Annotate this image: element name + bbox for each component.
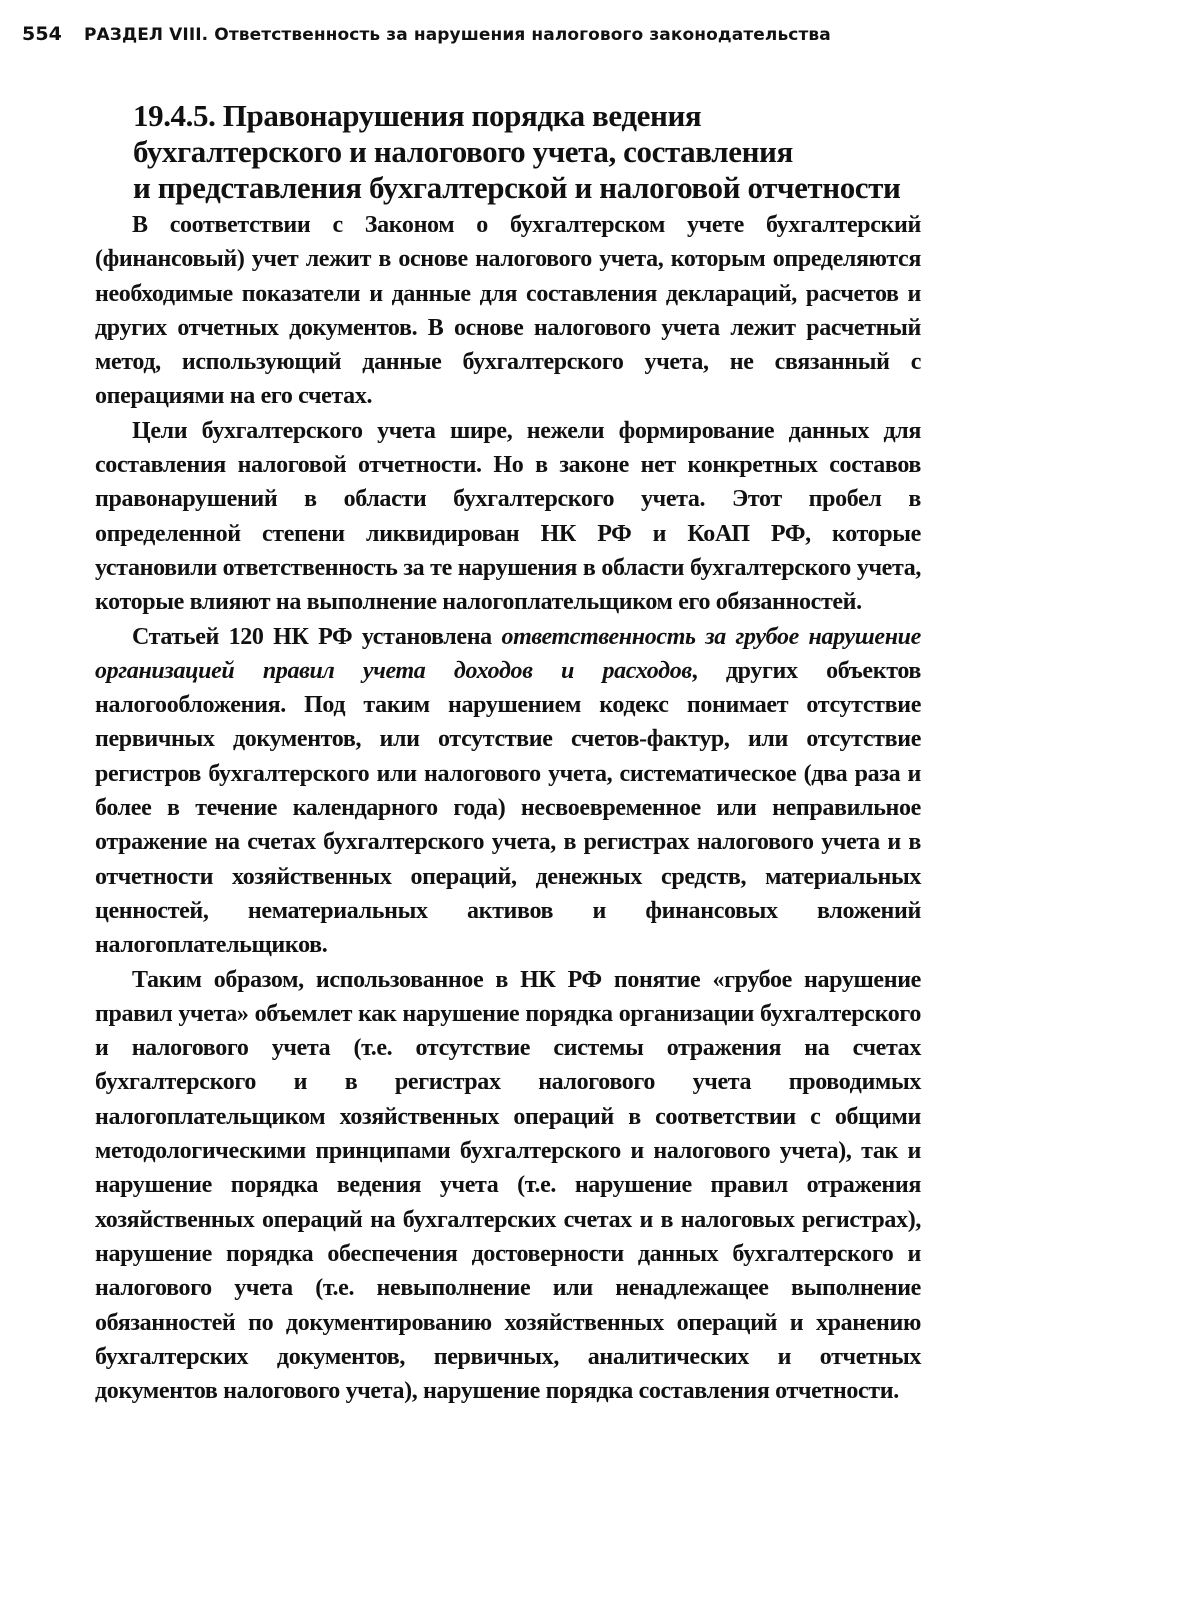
paragraph-text: Статьей 120 НК РФ установлена — [132, 623, 502, 650]
paragraph-text: , других объектов налогообложения. Под таким нарушением кодекс понимает отсутствие первичных документов, или отсутствие счетов-фактур, или отсутствие регистров бухгалтерского или налогового учета, систематическое (два раза и более в течение календарного года) несвоевременное или неправильное отражение на счетах бухгалтерского учета, в регистрах налогового учета и в отчетности хозяйственных операций, денежных средств, материальных ценностей, нематериальных активов и финансовых вложений налогоплательщиков. — [95, 657, 921, 959]
body-text — [95, 208, 921, 1408]
emphasized-text: ответственность за грубое нарушение организацией правил учета доходов и расходов — [95, 623, 921, 684]
running-header — [22, 18, 1122, 50]
section-heading-line: бухгалтерского и налогового учета, составления — [133, 134, 793, 169]
paragraph: Таким образом, использованное в НК РФ понятие «грубое нарушение правил учета» объемлет как нарушение порядка организации бухгалтерского и налогового учета (т.е. отсутствие системы отражения на счетах бухгалтерского и в регистрах налогового учета проводимых налогоплательщиком хозяйственных операций в соответствии с общими методологическими принципами бухгалтерского и налогового учета), так и нарушение порядка ведения учета (т.е. нарушение правил отражения хозяйственных операций на бухгалтерских счетах и в налоговых регистрах), нарушение порядка обеспечения достоверности данных бухгалтерского и налогового учета (т.е. невыполнение или ненадлежащее выполнение обязанностей по документированию хозяйственных операций и хранению бухгалтерских документов, первичных, аналитических и отчетных документов налогового учета), нарушение порядка составления отчетности. — [95, 966, 921, 1405]
section-heading-line: и представления бухгалтерской и налоговой отчетности — [133, 170, 901, 205]
section-heading-line: 19.4.5. Правонарушения порядка ведения — [133, 98, 702, 133]
section-heading — [133, 98, 933, 206]
paragraph — [95, 620, 921, 963]
paragraph: Цели бухгалтерского учета шире, нежели формирование данных для составления налоговой отчетности. Но в законе нет конкретных составов правонарушений в области бухгалтерского учета. Этот пробел в определенной степени ликвидирован НК РФ и КоАП РФ, которые установили ответственность за те нарушения в области бухгалтерского учета, которые влияют на выполнение налогоплательщиком его обязанностей. — [95, 417, 921, 616]
running-title: РАЗДЕЛ VIII. Ответственность за нарушения налогового законодательства — [83, 25, 831, 45]
paragraph: В соответствии с Законом о бухгалтерском учете бухгалтерский (финансовый) учет лежит в основе налогового учета, которым определяются необходимые показатели и данные для составления деклараций, расчетов и других отчетных документов. В основе налогового учета лежит расчетный метод, использующий данные бухгалтерского учета, не связанный с операциями на его счетах. — [95, 212, 921, 410]
page-number: 554 — [22, 23, 62, 45]
